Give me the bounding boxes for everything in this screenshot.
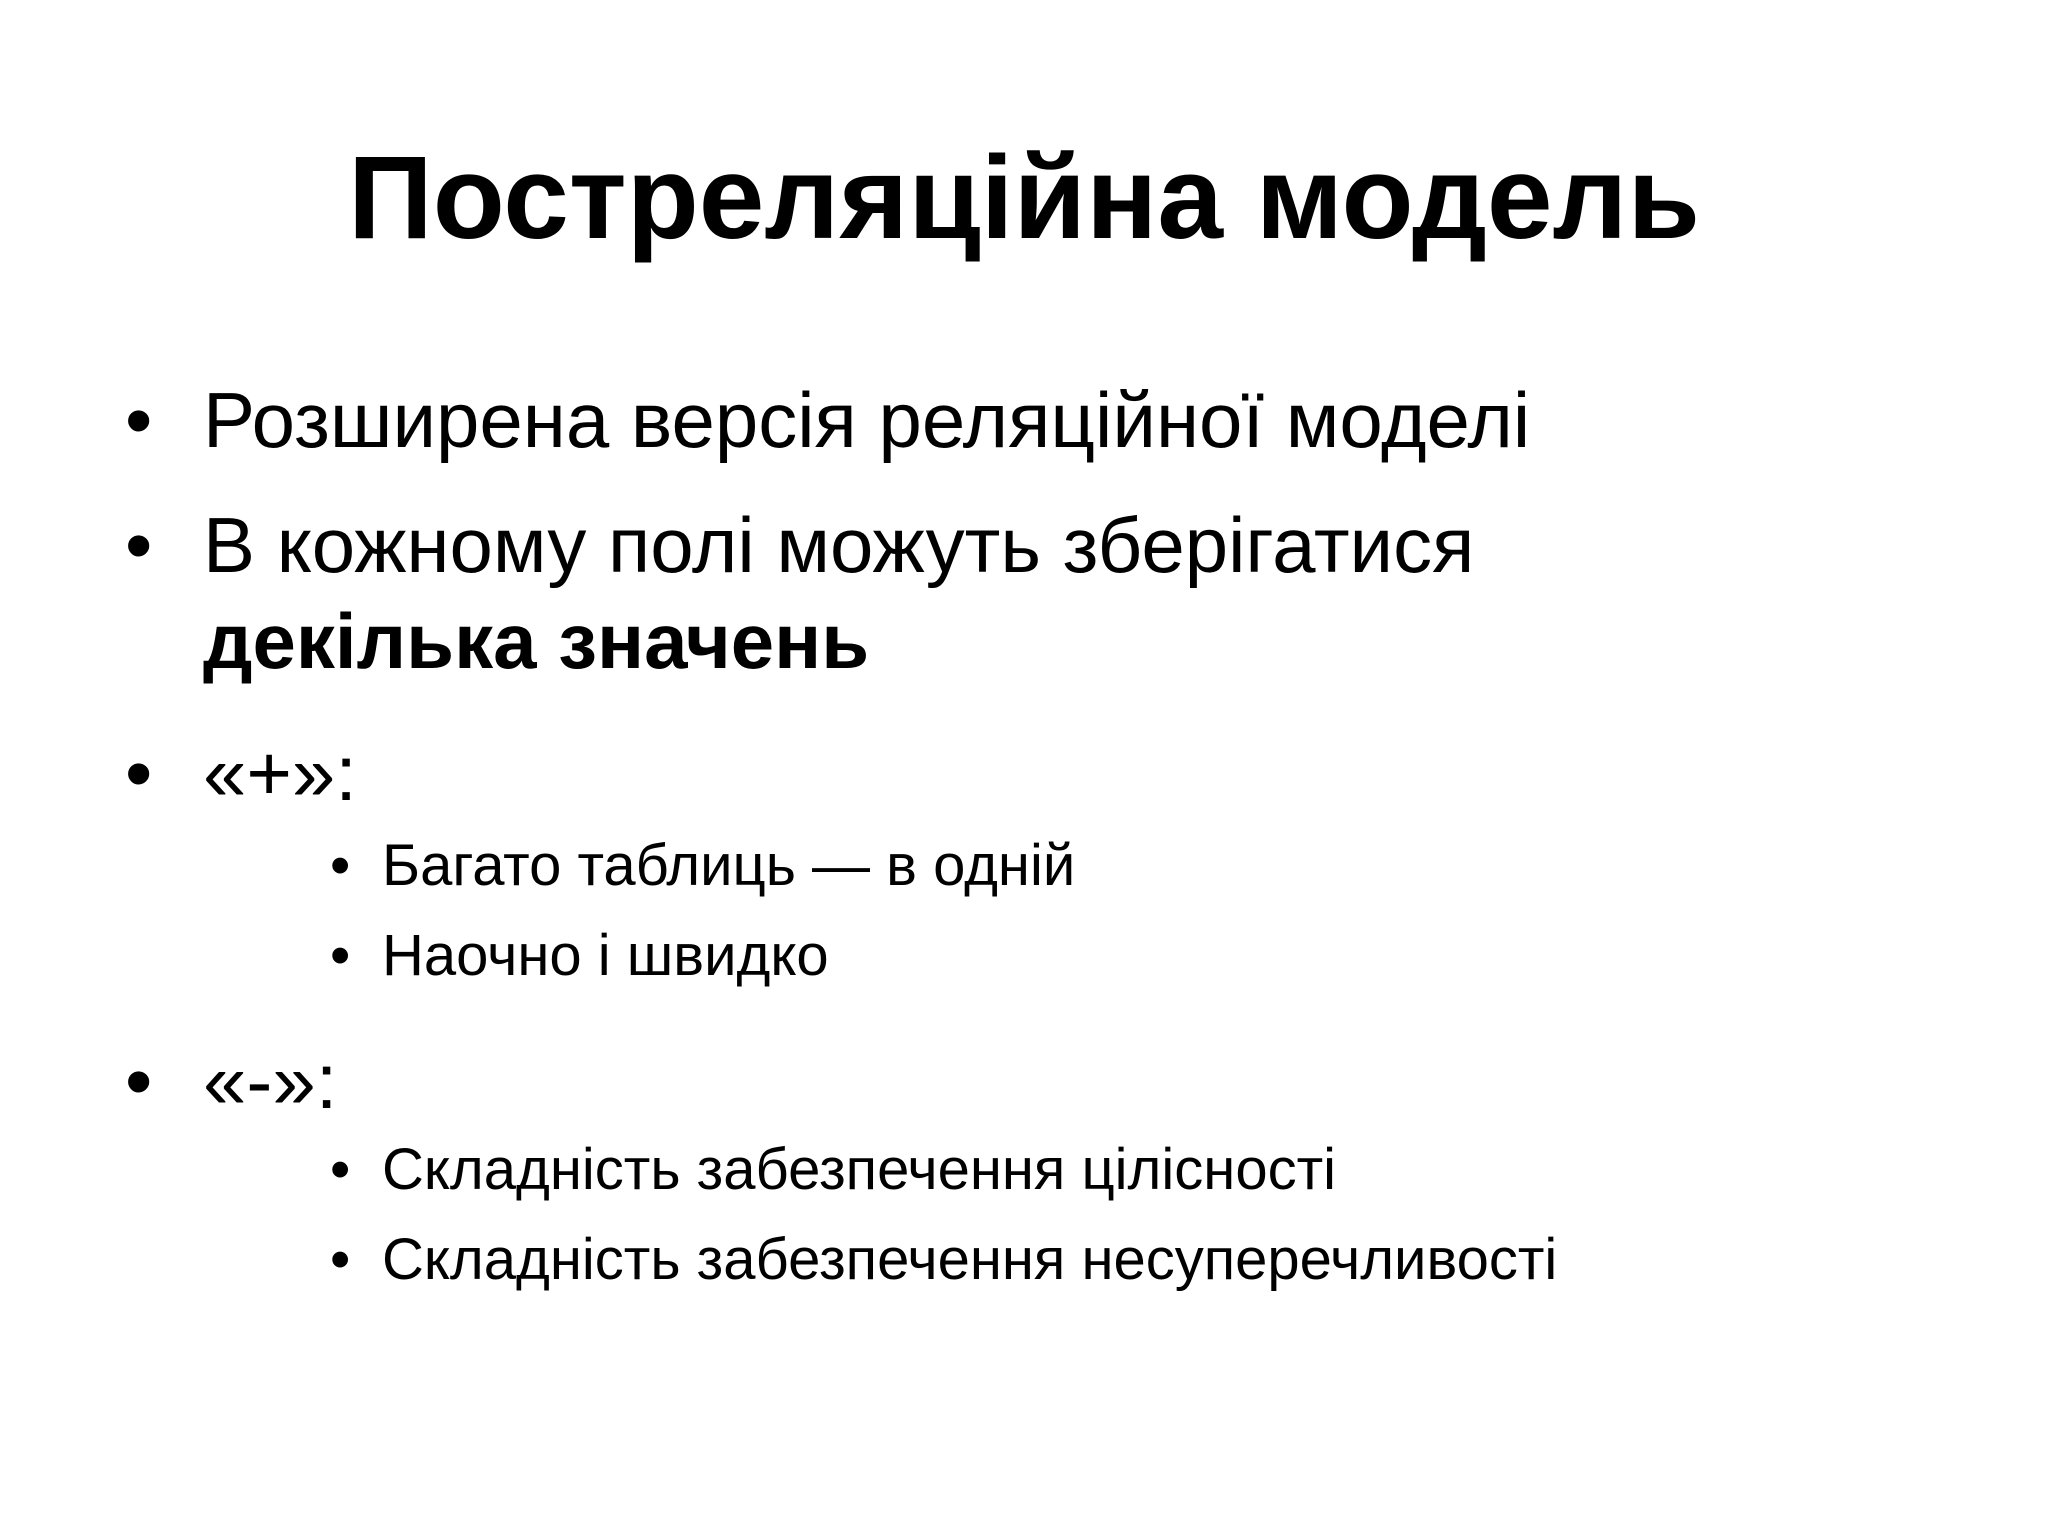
bullet-icon: •	[330, 923, 351, 988]
bullet-icon: •	[125, 376, 153, 464]
bullet-text: «+»:	[203, 729, 357, 817]
slide-title: Постреляційна модель	[347, 132, 1701, 264]
sub-bullet-text: Складність забезпечення несуперечливості	[382, 1227, 1558, 1292]
bullet-icon: •	[330, 1227, 351, 1292]
bullet-icon: •	[125, 1037, 153, 1125]
bullet-icon: •	[330, 1137, 351, 1202]
bullet-icon: •	[125, 729, 153, 817]
bullet-icon: •	[125, 501, 153, 589]
bullet-icon: •	[330, 833, 351, 898]
sub-bullet-text: Наочно і швидко	[382, 923, 829, 988]
sub-bullet-text: Складність забезпечення цілісності	[382, 1137, 1337, 1202]
bullet-text-bold: декілька значень	[203, 597, 870, 685]
bullet-text: В кожному полі можуть зберігатися	[203, 501, 1475, 589]
bullet-text: Розширена версія реляційної моделі	[203, 376, 1531, 464]
sub-bullet-text: Багато таблиць — в одній	[382, 833, 1076, 898]
bullet-text: «-»:	[203, 1037, 338, 1125]
